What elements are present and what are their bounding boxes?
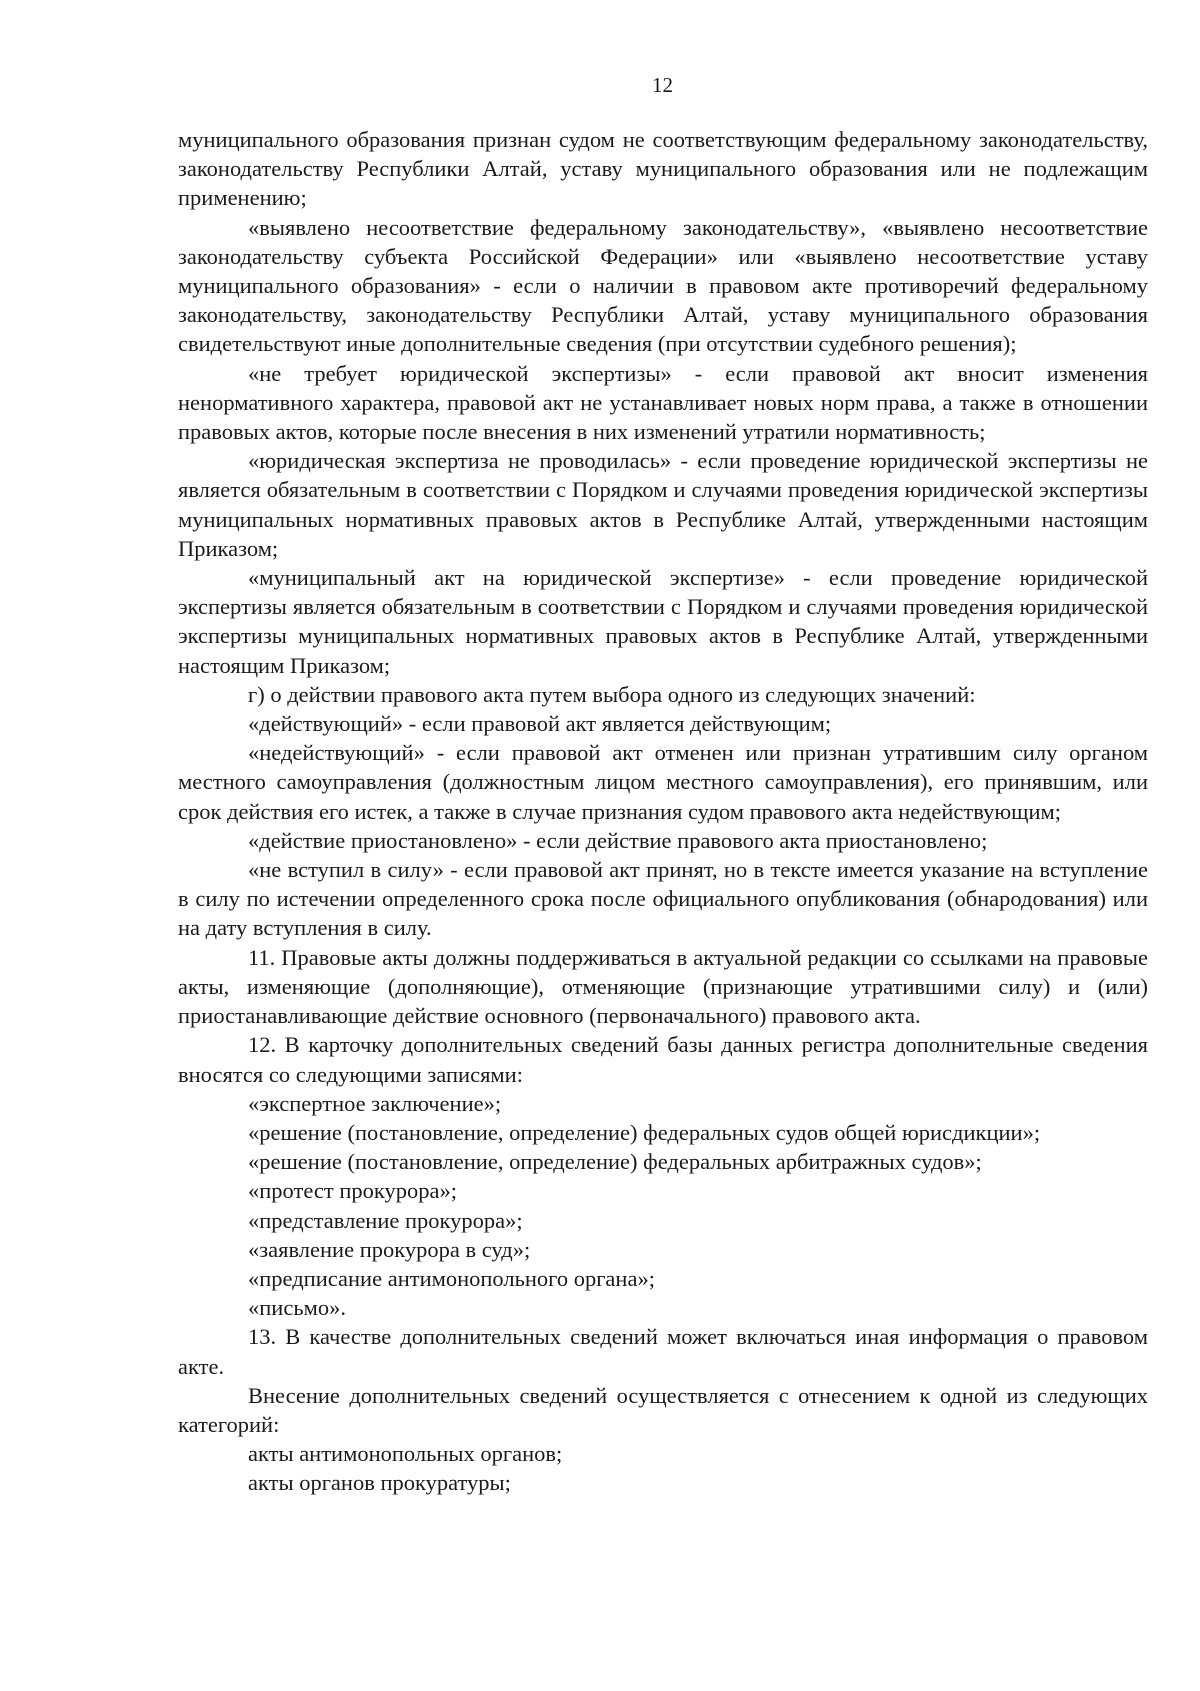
paragraph: 12. В карточку дополнительных сведений базы данных регистра дополнительные сведения вносятся со следующими записями:: [178, 1032, 1148, 1087]
paragraph: муниципального образования признан судом не соответствующим федеральному законодательству, законодательству Республики Алтай, уставу муниципального образования или не подлежащим применению;: [178, 127, 1148, 211]
paragraph: «муниципальный акт на юридической экспертизе» - если проведение юридической экспертизы является обязательным в соответствии с Порядком и случаями проведения юридической экспертизы муниципальных нормативных правовых актов в Республике Алтай, утвержденными настоящим Приказом;: [178, 565, 1148, 678]
list-item: «экспертное заключение»;: [248, 1090, 502, 1116]
paragraph: «юридическая экспертиза не проводилась» - если проведение юридической экспертизы не является обязательным в соответствии с Порядком и случаями проведения юридической экспертизы муниципальных нормативных правовых актов в Республике Алтай, утвержденными настоящим Приказом;: [178, 448, 1148, 561]
paragraph: «действующий» - если правовой акт является действующим;: [248, 711, 832, 737]
paragraph: «недействующий» - если правовой акт отменен или признан утратившим силу органом местного самоуправления (должностным лицом местного самоуправления), его принявшим, или срок действия его истек, а также в случае признания судом правового акта недействующим;: [178, 740, 1148, 824]
paragraph: г) о действии правового акта путем выбора одного из следующих значений:: [248, 681, 976, 707]
paragraph: 11. Правовые акты должны поддерживаться в актуальной редакции со ссылками на правовые акты, изменяющие (дополняющие), отменяющие (признающие утратившими силу) и (или) приостанавливающие действие основного (первоначального) правового акта.: [178, 944, 1148, 1029]
paragraph: «не вступил в силу» - если правовой акт принят, но в тексте имеется указание на вступление в силу по истечении определенного срока после официального опубликования (обнародования) или на дату вступления в силу.: [178, 857, 1148, 941]
paragraph: «не требует юридической экспертизы» - если правовой акт вносит изменения ненормативного характера, правовой акт не устанавливает новых норм права, а также в отношении правовых актов, которые после внесения в них изменений утратили нормативность;: [178, 360, 1148, 445]
list-item: акты антимонопольных органов;: [248, 1441, 563, 1467]
document-body: [178, 125, 1148, 1498]
list-item: «предписание антимонопольного органа»;: [248, 1265, 655, 1291]
paragraph: 13. В качестве дополнительных сведений может включаться иная информация о правовом акте.: [178, 1324, 1148, 1379]
page-number: 12: [652, 73, 673, 97]
list-item: «заявление прокурора в суд»;: [248, 1236, 531, 1262]
paragraph: Внесение дополнительных сведений осуществляется с отнесением к одной из следующих категорий:: [178, 1382, 1148, 1437]
list-item: «протест прокурора»;: [248, 1178, 457, 1204]
list-item: «представление прокурора»;: [248, 1207, 523, 1233]
list-item: «решение (постановление, определение) федеральных судов общей юрисдикции»;: [248, 1119, 1041, 1145]
paragraph: «выявлено несоответствие федеральному законодательству», «выявлено несоответствие законодательству субъекта Российской Федерации» или «выявлено несоответствие уставу муниципального образования» - если о наличии в правовом акте противоречий федеральному законодательству, законодательству Республики Алтай, уставу муниципального образования свидетельствуют иные дополнительные сведения (при отсутствии судебного решения);: [178, 214, 1148, 357]
list-item: акты органов прокуратуры;: [248, 1470, 511, 1496]
paragraph: «действие приостановлено» - если действие правового акта приостановлено;: [248, 827, 988, 853]
list-item: «письмо».: [248, 1295, 346, 1321]
list-item: «решение (постановление, определение) федеральных арбитражных судов»;: [248, 1149, 982, 1175]
